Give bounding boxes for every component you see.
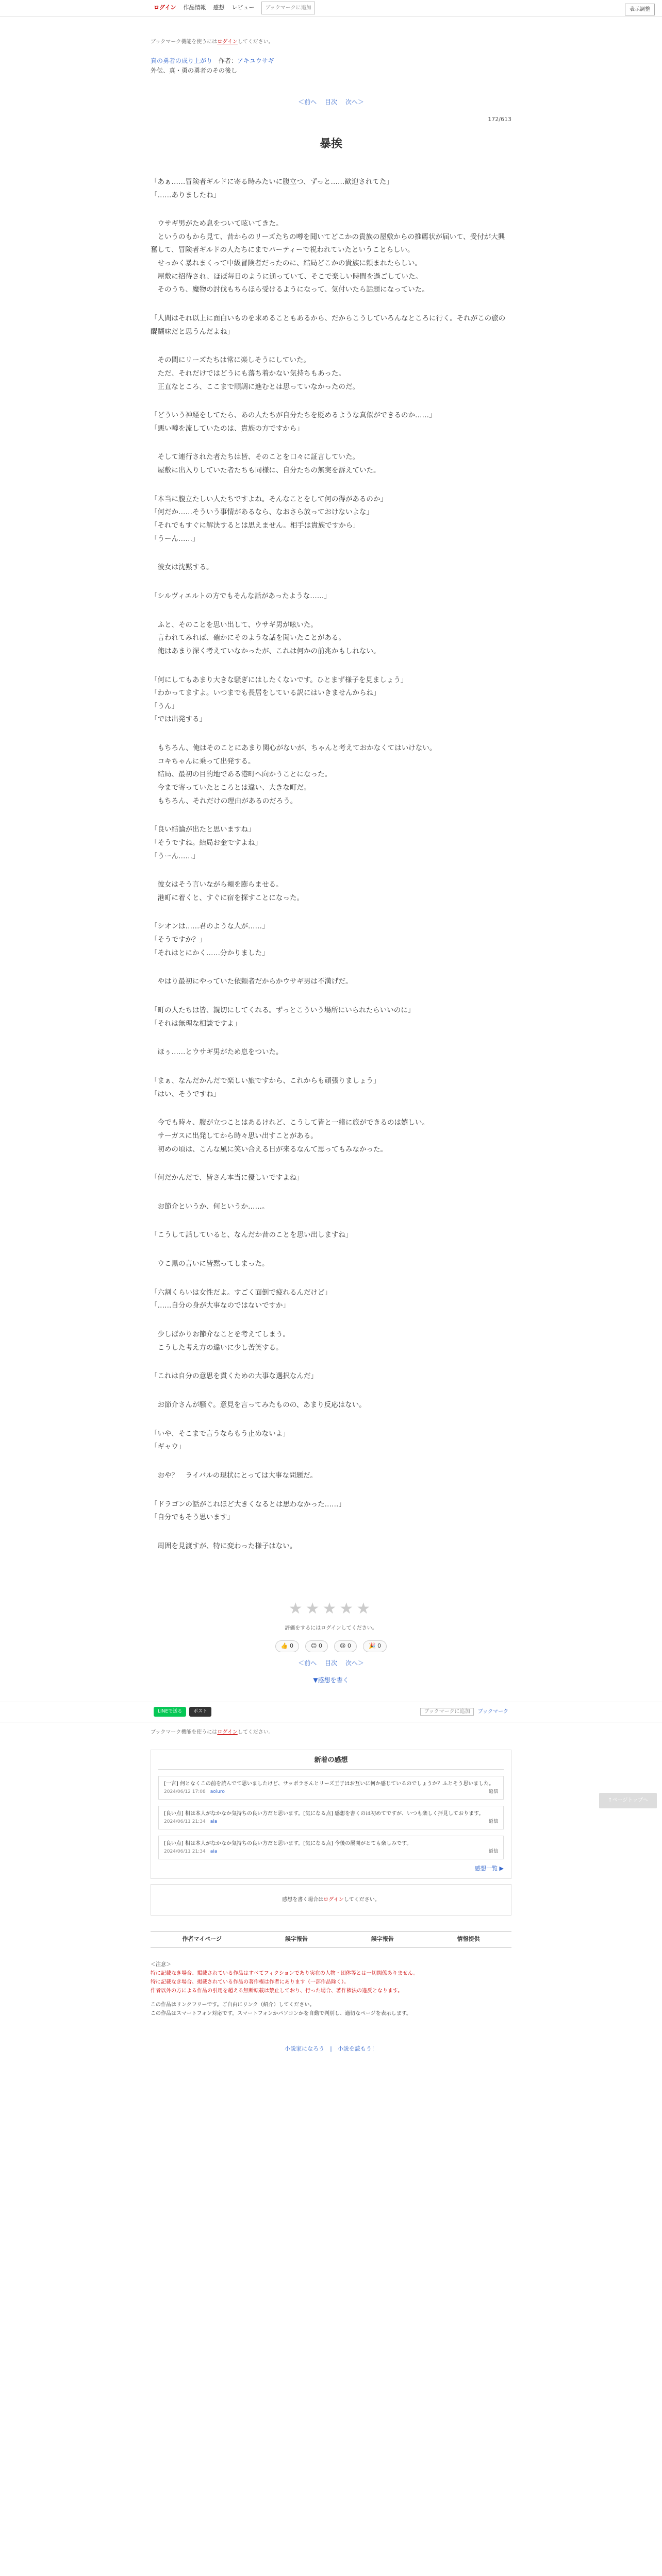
bookmark-note: ブックマーク機能を使うにはログインしてください。 [151,39,274,45]
series-subtitle: 外伝、真・勇の勇者のその後し [151,67,238,75]
body-paragraph: 少しばかりお節介なことを考えてしまう。 [151,1330,290,1339]
body-paragraph: 「シルヴィエルトの方でもそんな話があったような……」 [151,591,331,600]
nav-reviews[interactable]: レビュー [231,4,255,11]
reply-button[interactable]: 返信 [488,1789,498,1794]
blank-line [151,202,511,217]
body-paragraph: 「……ありましたね」 [151,191,220,199]
body-paragraph: 「町の人たちは皆、親切にしてくれる。ずっとこういう場所にいられたらいいのに」 [151,1006,415,1015]
reply-button[interactable]: 返信 [488,1819,498,1824]
body-paragraph: ウサギ男がため息をついて呟いてきた。 [151,219,283,228]
body-paragraph: 「それでもすぐに解決するとは思えません。相手は貴族ですから」 [151,521,360,530]
index-link[interactable]: 目次 [324,1659,337,1667]
body-paragraph: 「これは自分の意思を貫くための大事な選択なんだ」 [151,1372,318,1381]
body-paragraph: 「いや、そこまで言うならもう止めないよ」 [151,1429,290,1438]
next-link[interactable]: 次へ＞ [345,98,364,106]
blank-line [151,574,511,590]
blank-line [151,546,511,561]
index-link[interactable]: 目次 [324,98,337,106]
impression-user[interactable]: aia [210,1849,218,1855]
rating-area [151,1594,511,1633]
display-settings-button[interactable]: 表示調整 [625,4,655,15]
bookmark-add-button[interactable]: ブックマークに追加 [420,1708,473,1716]
typo-report-link-2[interactable]: 誤字報告 [371,1936,394,1943]
blank-line [151,960,511,975]
lower-content [151,1727,511,2075]
body-paragraph: お節介さんが騒ぐ。意見を言ってみたものの、あまり反応はない。 [151,1400,366,1409]
line-share-button[interactable]: LINEで送る [154,1707,186,1717]
blank-line [151,863,511,878]
body-paragraph: 「あぁ……冒険者ギルドに寄る時みたいに腹立つ、ずっと……歓迎されてた」 [151,177,393,186]
impression-user[interactable]: aia [210,1819,218,1824]
body-paragraph: 「悪い噂を流していたのは、貴族の方ですから」 [151,424,304,433]
body-paragraph: やはり最初にやっていた依頼者だからかウサギ男は不満げだ。 [151,977,353,986]
body-paragraph: そのうち、魔物の討伐もちらほら受けるようになって、気付いたら話題になっていた。 [151,285,429,294]
blank-line [151,1412,511,1428]
blank-line [151,1454,511,1469]
body-paragraph: というのもから見て、昔からのリーズたちの噂を聞いてどこかの貴族の屋敷からの推薦状が届いて、受付が大興奮して、冒険者ギルドの人たちにまでパーティーで祝われていたということらしい。 [151,232,505,255]
body-paragraph: 港町に着くと、すぐに宿を探すことになった。 [151,893,304,902]
body-paragraph: 屋敷に招待され、ほぼ毎日のように通っていて、そこで楽しい時間を過ごしていた。 [151,272,423,281]
blank-line [151,726,511,742]
reaction-button[interactable]: 👍 0 [275,1640,299,1652]
body-paragraph: その間にリーズたちは常に楽しそうにしていた。 [151,356,310,365]
body-paragraph: ただ、それだけではどうにも落ち着かない気持ちもあった。 [151,369,345,378]
share-bar [0,1702,662,1722]
body-paragraph: 「では出発する」 [151,715,206,724]
blank-line [151,603,511,619]
body-paragraph: 「……自分の身が大事なのではないですか」 [151,1301,290,1310]
body-paragraph: 「それは無理な相談ですよ」 [151,1019,241,1028]
impression-user[interactable]: aoiuro [210,1789,225,1794]
reaction-button[interactable]: 😢 0 [334,1640,357,1652]
footer-links: 小説家になろう | 小説を読もう！ [285,2045,377,2053]
blank-line [151,1313,511,1328]
body-paragraph: 言われてみれば、確かにそのような話を聞いたことがある。 [151,634,345,642]
impression-item: [良い点] 相は本人がなかなか気持ちの良い方だと思います。[気になる点] 感想を書くのは初めてですが、いつも楽しく拝見しております。 2024/06/11 21:34 aia 返信 [158,1806,504,1829]
blank-line [151,1271,511,1286]
body-paragraph: 「シオンは……君のような人が……」 [151,922,269,931]
body-paragraph: 「それはとにかく……分かりました」 [151,948,269,957]
body-paragraph: もちろん、それだけの理由があるのだろう。 [151,796,297,805]
body-paragraph: 屋敷に出入りしていた者たちも同様に、自分たちの無実を訴えていた。 [151,466,380,475]
blank-line [151,1383,511,1399]
nav-impressions[interactable]: 感想 [213,4,225,11]
body-paragraph: 「うん」 [151,702,178,710]
body-paragraph: 周囲を見渡すが、特に変わった様子はない。 [151,1541,297,1550]
body-paragraph: 正直なところ、ここまで順調に進むとは思っていなかったのだ。 [151,382,359,391]
body-paragraph: 「六割くらいは女性だよ。すごく面倒で疲れるんだけど」 [151,1288,332,1297]
body-paragraph: 結局、最初の目的地である港町へ向かうことになった。 [151,770,332,779]
see-more-impressions-link[interactable]: 感想一覧 ▶ [475,1865,504,1872]
reply-button[interactable]: 返信 [488,1849,498,1855]
notice: ＜注意＞ 特に記載なき場合、掲載されている作品はすべてフィクションであり実在の人物・団体等とは一切関係ありません。 特に記載なき場合、掲載されている作品の著作権は作者にあります（一部作品除く）。 作者以外の方による作品の引用を超える無断転載は禁止しており、行った場合、著作権法の違反となります。 この作品はリンクフリーです。ご自由にリンク（紹介）してください。 この作品はスマートフォン対応です。スマートフォンかパソコンかを自動で判別し、適切なページを表示します。 [151,1962,419,2017]
bookmark-note-bottom: ブックマーク機能を使うにはログインしてください。 [151,1729,274,1735]
reaction-button[interactable]: 😊 0 [305,1640,328,1652]
body-paragraph: 彼女はそう言いながら頬を膨らませる。 [151,880,283,889]
yomou-link[interactable]: 小説を読もう！ [337,2045,377,2053]
body-paragraph: 「わかってますよ。いつまでも長居をしている訳にはいきませんからね」 [151,689,380,698]
narou-link[interactable]: 小説家になろう [285,2045,325,2053]
body-paragraph: ウこ黒の言いに皆黙ってしまった。 [151,1260,269,1268]
body-paragraph: 「そうですか？」 [151,936,206,944]
body-paragraph: 「何だか……そういう事情があるなら、なおさら放っておけないよな」 [151,508,373,517]
next-link[interactable]: 次へ＞ [345,1659,364,1667]
body-paragraph: 「どういう神経をしてたら、あの人たちが自分たちを貶めるような真似ができるのか……」 [151,411,436,420]
login-link-inline[interactable]: ログイン [217,1729,238,1735]
episode-title: 暴挨 [319,138,342,151]
novel-body [151,176,511,1553]
body-paragraph: コキちゃんに乗って出発する。 [151,757,255,766]
body-paragraph: もちろん、俺はそのことにあまり関心がないが、ちゃんと考えておかなくてはいけない。 [151,744,437,753]
blank-line [151,297,511,312]
body-paragraph: 「まぁ、なんだかんだで楽しい旅ですから、これからも頑張りましょう」 [151,1076,380,1085]
body-paragraph: 「何にしてもあまり大きな騒ぎにはしたくないです。ひとまず様子を見ましょう」 [151,675,408,684]
impressions-title: 新着の感想 [158,1754,504,1770]
bookmark-label[interactable]: ブックマーク [477,1709,508,1715]
reactions [151,1640,511,1652]
info-provide-link[interactable]: 情報提供 [457,1936,480,1943]
login-to-write-box: 感想を書く場合はログインしてください。 [151,1884,511,1916]
body-paragraph: 「本当に腹立たしい人たちですよね。そんなことをして何の得があるのか」 [151,495,387,503]
body-paragraph: 「そうですね。結局お金ですよね」 [151,838,262,847]
blank-line [151,1059,511,1075]
body-paragraph: ふと、そのことを思い出して、ウサギ男が呟いた。 [151,620,318,629]
page-top-button[interactable]: ↑ページトップへ [599,1793,657,1808]
body-paragraph: 今でも時々、腹が立つことはあるけれど、こうして皆と一緒に旅ができるのは嬉しい。 [151,1118,429,1127]
bookmark-button[interactable]: ブックマークに追加 [261,2,315,14]
login-link-inline[interactable]: ログイン [323,1897,344,1903]
blank-line [151,478,511,493]
body-paragraph: 今まで寄っていたところとは違い、大きな町だ。 [151,784,311,792]
impression-item: [良い点] 相は本人がなかなか気持ちの良い方だと思います。[気になる点] 今後の展開がとても楽しみです。 2024/06/11 21:34 aia 返信 [158,1836,504,1859]
author-link[interactable]: アキユウサギ [237,57,274,64]
series-title-link[interactable]: 真の勇者の成り上がり [151,57,213,64]
body-paragraph: サーガスに出発してから時々思い出すことがある。 [151,1131,318,1140]
impression-item: [一言] 何となくこの前を読んでて思いましたけど、サッポラさんとリーズ王子はお互いに何か感じているのでしょうか？ふとそう思いました。 2024/06/12 17:08 aoiuro 返信 [158,1776,504,1800]
body-paragraph: 初めの頃は、こんな風に笑い合える日が来るなんて思ってもみなかった。 [151,1145,387,1154]
episode-number: 172/613 [488,116,511,123]
body-paragraph: こうした考え方の違いに少し苦笑する。 [151,1343,283,1352]
body-paragraph: 「うーん……」 [151,852,200,860]
blank-line [151,1242,511,1258]
blank-line [151,394,511,409]
body-paragraph: お節介というか、何というか……。 [151,1202,269,1211]
reaction-button[interactable]: 🎉 0 [363,1640,387,1652]
body-paragraph: 「自分でもそう思います」 [151,1513,234,1522]
body-paragraph: 彼女は沈黙する。 [151,563,213,572]
prev-link[interactable]: ＜前へ [298,1659,317,1667]
series-info: 真の勇者の成り上がり 作者：アキユウサギ 外伝、真・勇の勇者のその後し [151,56,511,76]
blank-line [151,338,511,354]
body-paragraph: 「うーん……」 [151,534,200,543]
body-paragraph: 「ドラゴンの話がこれほど大きくなるとは思わなかった……」 [151,1500,345,1509]
bottom-nav [151,1931,511,1948]
main-content [151,37,511,1686]
blank-line [151,905,511,920]
author-mypage-link[interactable]: 作者マイページ [182,1936,222,1943]
body-paragraph: 「こうして話していると、なんだか昔のことを思い出しますね」 [151,1231,353,1240]
x-share-button[interactable]: ポスト [189,1707,211,1717]
write-impression-link[interactable]: ▼感想を書く [313,1676,349,1684]
pager-top [151,96,511,108]
blank-line [151,1483,511,1498]
prev-link[interactable]: ＜前へ [298,98,317,106]
login-link[interactable]: ログイン [154,4,176,11]
blank-line [151,1524,511,1540]
blank-line [151,1156,511,1172]
blank-line [151,1354,511,1370]
typo-report-link[interactable]: 誤字報告 [285,1936,308,1943]
blank-line [151,1213,511,1229]
pager-bottom [151,1657,511,1669]
impressions-box [151,1750,511,1879]
blank-line [151,808,511,823]
body-paragraph: 「人間はそれ以上に面白いものを求めることもあるから、だからこうしていろんなところに行く。それがこの旅の醍醐味だと思うんだよね」 [151,314,506,336]
body-paragraph: 「はい、そうですね」 [151,1090,220,1098]
top-bar [0,0,662,16]
login-link-inline[interactable]: ログイン [217,39,238,45]
body-paragraph: せっかく暴れまくって中級冒険者だったのに、結局どこかの貴族に頼まれたらしい。 [151,259,422,268]
blank-line [151,1185,511,1200]
body-paragraph: 「何だかんだで、皆さん本当に優しいですよね」 [151,1174,304,1182]
body-paragraph: おや？ ライバルの現状にとっては大事な問題だ。 [151,1471,318,1480]
body-paragraph: ほぅ……とウサギ男がため息をついた。 [151,1048,283,1057]
body-paragraph: 「ギャウ」 [151,1443,186,1451]
blank-line [151,658,511,674]
rating-hint: 評価をするにはログインしてください。 [285,1625,377,1632]
body-paragraph: 俺はあまり深く考えていなかったが、これは何かの前兆かもしれない。 [151,647,380,655]
blank-line [151,989,511,1004]
blank-line [151,1030,511,1046]
nav-info[interactable]: 作品情報 [183,4,206,11]
rating-stars[interactable]: ★★★★★ [288,1600,374,1618]
blank-line [151,1101,511,1116]
body-paragraph: そして連行された者たちは皆、そのことを口々に証言していた。 [151,453,359,462]
body-paragraph: 「良い結論が出たと思いますね」 [151,825,255,834]
blank-line [151,435,511,451]
